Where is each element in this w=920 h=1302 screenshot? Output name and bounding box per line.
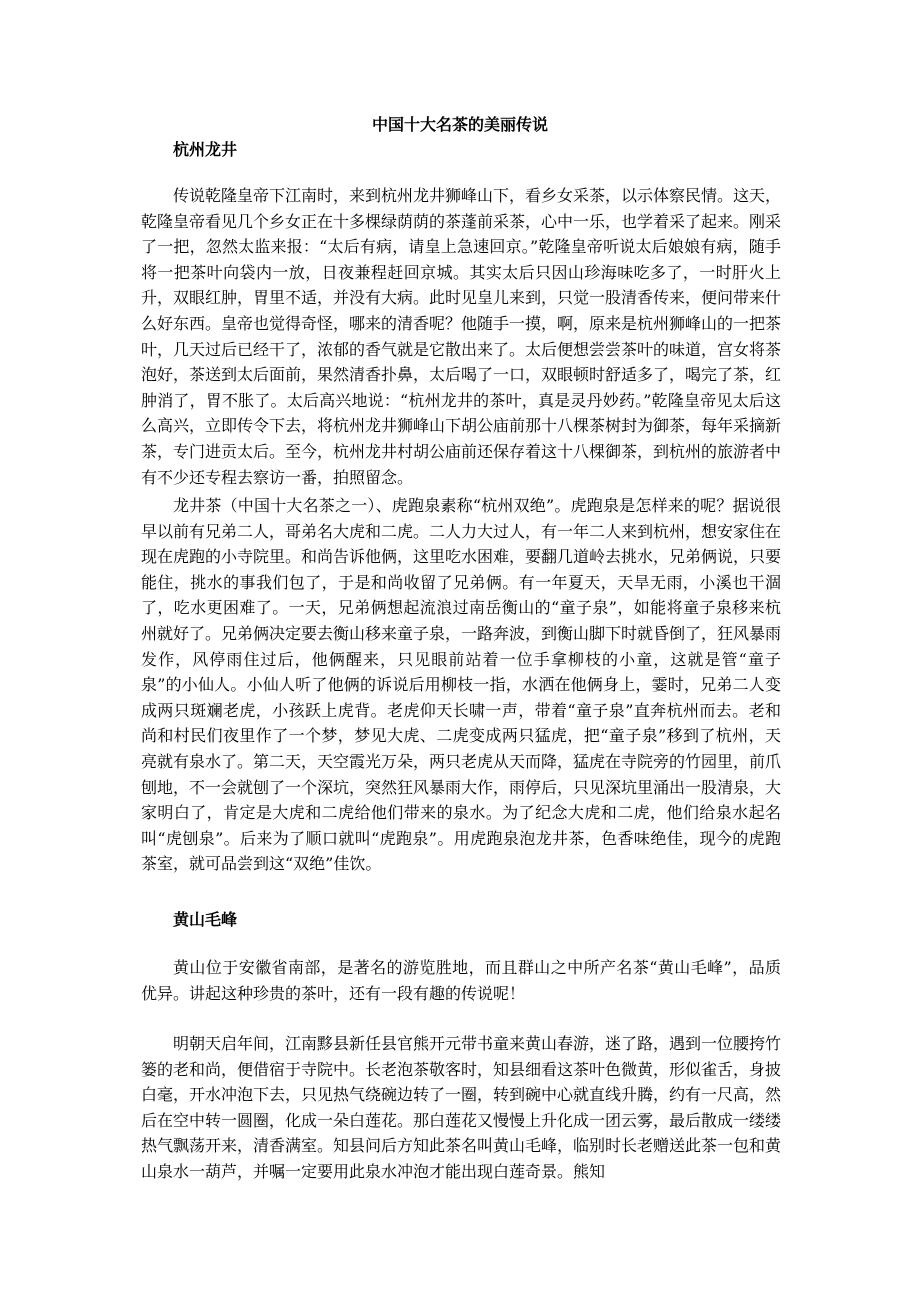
paragraph-xiong-kaiyuan-legend: 明朝天启年间，江南黟县新任县官熊开元带书童来黄山春游，迷了路，遇到一位腰挎竹篓的老和尚，便借宿于寺院中。长老泡茶敬客时，知县细看这茶叶色微黄，形似雀舌，身披白毫，开水冲泡下去，只见热气绕碗边转了一圈，转到碗中心就直线升腾，约有一尺高，然后在空中转一圆圈，化成一朵白莲花。那白莲花又慢慢上升化成一团云雾，最后散成一缕缕热气飘荡开来，清香满室。知县问后方知此茶名叫黄山毛峰，临别时长老赠送此茶一包和黄山泉水一葫芦，并嘱一定要用此泉水冲泡才能出现白莲奇景。熊知 — [141, 1034, 781, 1181]
paragraph-hupao-spring-legend: 龙井茶（中国十大名茶之一）、虎跑泉素称“杭州双绝”。虎跑泉是怎样来的呢？据说很早以前有兄弟二人，哥弟名大虎和二虎。二人力大过人，有一年二人来到杭州，想安家住在现在虎跑的小寺院里。和尚告诉他俩，这里吃水困难，要翻几道岭去挑水，兄弟俩说，只要能住，挑水的事我们包了，于是和尚收留了兄弟俩。有一年夏天，天旱无雨，小溪也干涸了，吃水更困难了。一天，兄弟俩想起流浪过南岳衡山的“童子泉”，如能将童子泉移来杭州就好了。兄弟俩决定要去衡山移来童子泉，一路奔波，到衡山脚下时就昏倒了，狂风暴雨发作，风停雨住过后，他俩醒来，只见眼前站着一位手拿柳枝的小童，这就是管“童子泉”的小仙人。小仙人听了他俩的诉说后用柳枝一指，水洒在他俩身上，霎时，兄弟二人变成两只斑斓老虎，小孩跃上虎背。老虎仰天长啸一声，带着“童子泉”直奔杭州而去。老和尚和村民们夜里作了一个梦，梦见大虎、二虎变成两只猛虎，把“童子泉”移到了杭州，天亮就有泉水了。第二天，天空霞光万朵，两只老虎从天而降，猛虎在寺院旁的竹园里，前爪刨地，不一会就刨了一个深坑，突然狂风暴雨大作，雨停后，只见深坑里涌出一股清泉，大家明白了，肯定是大虎和二虎给他们带来的泉水。为了纪念大虎和二虎，他们给泉水起名叫“虎刨泉”。后来为了顺口就叫“虎跑泉”。用虎跑泉泡龙井茶，色香味绝佳，现今的虎跑茶室，就可品尝到这“双绝”佳饮。 — [141, 496, 782, 874]
section-heading-hangzhou-longjing: 杭州龙井 — [173, 140, 238, 159]
page-title: 中国十大名茶的美丽传说 — [371, 115, 548, 134]
paragraph-qianlong-legend: 传说乾隆皇帝下江南时，来到杭州龙井狮峰山下，看乡女采茶，以示体察民情。这天，乾隆皇帝看见几个乡女正在十多棵绿荫荫的茶蓬前采茶，心中一乐，也学着采了起来。刚采了一把，忽然太监来报：“太后有病，请皇上急速回京。”乾隆皇帝听说太后娘娘有病，随手将一把茶叶向袋内一放，日夜兼程赶回京城。其实太后只因山珍海味吃多了，一时肝火上升，双眼红肿，胃里不适，并没有大病。此时见皇儿来到，只觉一股清香传来，便问带来什么好东西。皇帝也觉得奇怪，哪来的清香呢？他随手一摸，啊，原来是杭州狮峰山的一把茶叶，几天过后已经干了，浓郁的香气就是它散出来了。太后便想尝尝茶叶的味道，宫女将茶泡好，茶送到太后面前，果然清香扑鼻，太后喝了一口，双眼顿时舒适多了，喝完了茶，红肿消了，胃不胀了。太后高兴地说：“杭州龙井的茶叶，真是灵丹妙药。”乾隆皇帝见太后这么高兴，立即传令下去，将杭州龙井狮峰山下胡公庙前那十八棵茶树封为御茶，每年采摘新茶，专门进贡太后。至今，杭州龙井村胡公庙前还保存着这十八棵御茶，到杭州的旅游者中有不少还专程去察访一番，拍照留念。 — [141, 186, 782, 487]
section-heading-huangshan-maofeng: 黄山毛峰 — [173, 910, 238, 929]
paragraph-huangshan-intro: 黄山位于安徽省南部，是著名的游览胜地，而且群山之中所产名茶“黄山毛峰”，品质优异。讲起这种珍贵的茶叶，还有一段有趣的传说呢！ — [141, 958, 781, 1003]
